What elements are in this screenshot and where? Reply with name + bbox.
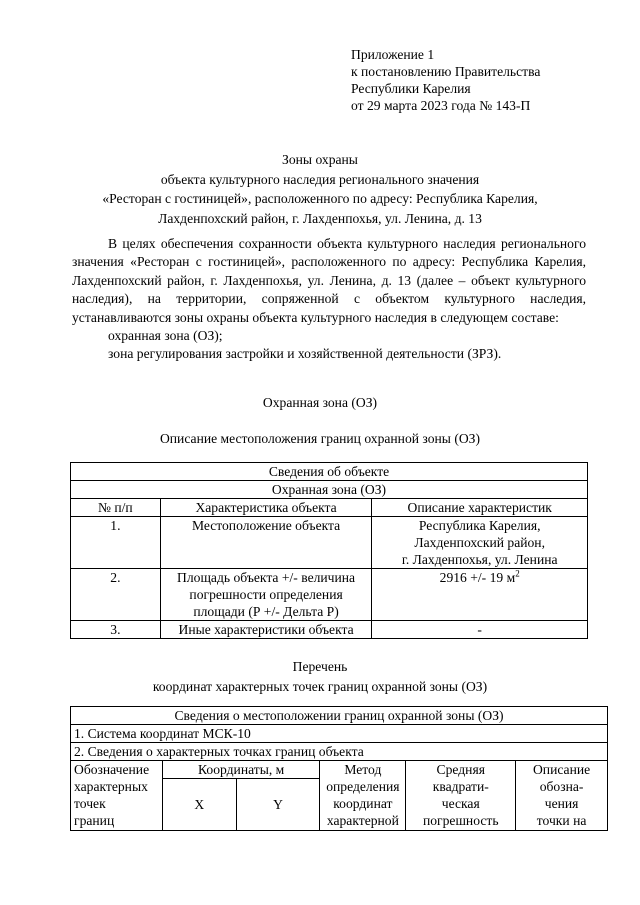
header-line: квадрати- <box>432 779 489 794</box>
intro-section <box>72 235 586 364</box>
header-cell: Описание характеристик <box>372 499 588 517</box>
table-row <box>71 707 608 725</box>
header-line: обозна- <box>539 779 584 794</box>
section2-heading <box>0 657 640 696</box>
header-line: точек <box>74 796 106 811</box>
boundary-coordinates-table <box>70 706 608 831</box>
name-line: площади (Р +/- Дельта Р) <box>193 604 339 619</box>
coordinates-header: Координаты, м <box>162 761 319 779</box>
desc-line: г. Лахденпохья, ул. Ленина <box>401 552 558 567</box>
section1-subheading: Описание местоположения границ охранной зоны (ОЗ) <box>159 431 481 446</box>
heading-line: координат характерных точек границ охранной зоны (ОЗ) <box>152 678 488 694</box>
annex-line: к постановлению Правительства <box>351 64 541 79</box>
method-header <box>320 761 406 831</box>
intro-paragraph: В целях обеспечения сохранности объекта культурного наследия регионального значения «Ресторан с гостиницей», расположенного по адресу: Республика Карелия, Лахденпохский район, г. Лахденпохья, ул. Ленина, д. 13 (далее – объект культурного наследия), на территории, сопряженной с объектом культурного наследия, устанавливаются зоны охраны объекта культурного наследия в следующем составе: <box>72 236 586 325</box>
intro-item: охранная зона (ОЗ); <box>108 328 223 344</box>
header-line: ческая <box>441 796 480 811</box>
heading-line: Перечень <box>292 659 348 674</box>
table-row <box>71 481 588 499</box>
table-title: Сведения об объекте <box>71 463 588 481</box>
table-row <box>71 725 608 743</box>
annex-line: Республики Карелия <box>351 81 471 96</box>
header-line: границ <box>74 813 115 828</box>
section1-heading: Охранная зона (ОЗ) <box>262 395 378 410</box>
table-header-row <box>71 499 588 517</box>
annex-line: от 29 марта 2023 года № 143-П <box>351 98 531 113</box>
header-line: координат <box>333 796 393 811</box>
row-number: 3. <box>71 621 161 639</box>
table-subtitle: Охранная зона (ОЗ) <box>71 481 588 499</box>
table-row <box>71 743 608 761</box>
row-characteristic <box>160 569 372 621</box>
header-line: характерных <box>74 779 148 794</box>
x-header: X <box>162 779 236 831</box>
table-row <box>71 621 588 639</box>
row-description <box>372 569 588 621</box>
header-line: Метод <box>344 762 382 777</box>
title-line: Лахденпохский район, г. Лахденпохья, ул. Ленина, д. 13 <box>158 210 482 226</box>
intro-item: зона регулирования застройки и хозяйственной деятельности (ЗРЗ). <box>108 346 502 362</box>
designation-header <box>71 761 163 831</box>
table-header-row <box>71 761 608 779</box>
annex-line: Приложение 1 <box>351 47 435 62</box>
table-title: Сведения о местоположении границ охранной зоны (ОЗ) <box>71 707 608 725</box>
header-line: чения <box>544 796 579 811</box>
header-line: Средняя <box>436 762 485 777</box>
y-header: Y <box>236 779 320 831</box>
name-line: погрешности определения <box>189 587 343 602</box>
area-unit-exponent: 2 <box>515 568 520 579</box>
title-line: «Ресторан с гостиницей», расположенного по адресу: Республика Карелия, <box>102 191 538 206</box>
point-description-header <box>516 761 608 831</box>
header-line: погрешность <box>422 813 499 828</box>
area-value: 2916 +/- 19 м <box>439 570 516 585</box>
header-cell: № п/п <box>71 499 161 517</box>
header-line: Обозначение <box>74 762 150 777</box>
error-header <box>406 761 516 831</box>
name-line: Площадь объекта +/- величина <box>177 570 356 585</box>
header-line: определения <box>326 779 400 794</box>
header-line: характерной <box>326 813 399 828</box>
table-row <box>71 569 588 621</box>
row-characteristic: Иные характеристики объекта <box>160 621 372 639</box>
row-description <box>372 517 588 569</box>
desc-line: Лахденпохский район, <box>414 535 545 550</box>
row-description: - <box>372 621 588 639</box>
coordinate-system-row: 1. Система координат МСК-10 <box>71 725 608 743</box>
header-line: Описание <box>532 762 591 777</box>
header-cell: Характеристика объекта <box>160 499 372 517</box>
row-number: 1. <box>71 517 161 569</box>
title-line: Зоны охраны <box>282 152 358 167</box>
row-number: 2. <box>71 569 161 621</box>
desc-line: Республика Карелия, <box>418 518 541 533</box>
title-line: объекта культурного наследия регионального значения <box>160 171 480 187</box>
object-info-table <box>70 462 588 639</box>
row-characteristic: Местоположение объекта <box>160 517 372 569</box>
table-row <box>71 463 588 481</box>
table-row <box>71 517 588 569</box>
document-title <box>0 150 640 228</box>
header-line: точки на <box>536 813 587 828</box>
points-info-row: 2. Сведения о характерных точках границ объекта <box>71 743 608 761</box>
annex-block <box>351 46 540 114</box>
